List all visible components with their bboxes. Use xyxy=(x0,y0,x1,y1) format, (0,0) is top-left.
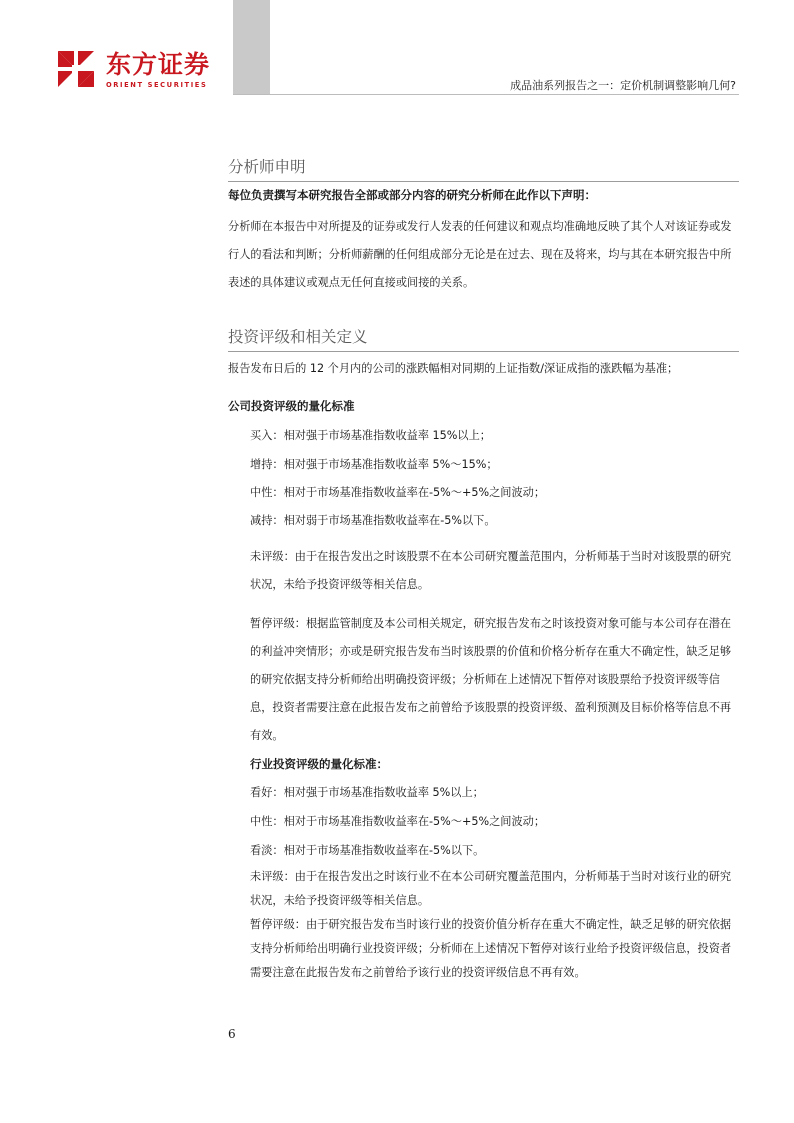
industry-unrated-definition: 未评级：由于在报告发出之时该行业不在本公司研究覆盖范围内，分析师基于当时对该行业的研究状况，未给予投资评级等相关信息。 xyxy=(250,870,732,907)
rating-intro: 报告发布日后的 12 个月内的公司的涨跌幅相对同期的上证指数/深证成指的涨跌幅为基准； xyxy=(228,362,679,375)
company-rating-overweight: 增持：相对强于市场基准指数收益率 5%～15%； xyxy=(250,458,498,471)
header-divider xyxy=(233,94,739,95)
company-rating-neutral: 中性：相对于市场基准指数收益率在-5%～+5%之间波动； xyxy=(250,486,546,499)
header-gray-bar xyxy=(233,0,270,95)
logo-english-text: ORIENT SECURITIES xyxy=(106,81,208,89)
industry-rating-positive: 看好：相对强于市场基准指数收益率 5%以上； xyxy=(250,786,484,799)
orient-logo-icon xyxy=(55,48,97,90)
logo-chinese-text: 东方证券 xyxy=(106,50,211,79)
company-unrated-definition: 未评级：由于在报告发出之时该股票不在本公司研究覆盖范围内，分析师基于当时对该股票的研究状况，未给予投资评级等相关信息。 xyxy=(250,550,732,591)
company-suspended-definition: 暂停评级：根据监管制度及本公司相关规定，研究报告发布之时该投资对象可能与本公司存在潜在的利益冲突情形；亦或是研究报告发布当时该股票的价值和价格分析存在重大不确定性，缺乏足够的研究依据支持分析师给出明确投资评级；分析师在上述情况下暂停对该股票给予投资评级等信息，投资者需要注意在此报告发布之前曾给予该股票的投资评级、盈利预测及目标价格等信息不再有效。 xyxy=(250,617,732,742)
company-rating-underweight: 减持：相对弱于市场基准指数收益率在-5%以下。 xyxy=(250,514,496,527)
industry-rating-title: 行业投资评级的量化标准： xyxy=(250,757,388,771)
company-rating-buy: 买入：相对强于市场基准指数收益率 15%以上； xyxy=(250,429,491,442)
rating-heading: 投资评级和相关定义 xyxy=(228,325,739,352)
analyst-declaration-body: 分析师在本报告中对所提及的证券或发行人发表的任何建议和观点均准确地反映了其个人对该证券或发行人的看法和判断；分析师薪酬的任何组成部分无论是在过去、现在及将来，均与其在本研究报告中所表述的具体建议或观点无任何直接或间接的关系。 xyxy=(228,220,732,289)
analyst-declaration-bold: 每位负责撰写本研究报告全部或部分内容的研究分析师在此作以下声明： xyxy=(228,188,596,202)
company-rating-title: 公司投资评级的量化标准 xyxy=(228,399,355,413)
analyst-heading: 分析师申明 xyxy=(228,155,739,182)
report-title: 成品油系列报告之一：定价机制调整影响几何? xyxy=(510,79,736,92)
industry-rating-negative: 看淡：相对于市场基准指数收益率在-5%以下。 xyxy=(250,844,485,857)
industry-suspended-definition: 暂停评级：由于研究报告发布当时该行业的投资价值分析存在重大不确定性，缺乏足够的研究依据支持分析师给出明确行业投资评级；分析师在上述情况下暂停对该行业给予投资评级信息，投资者需要注意在此报告发布之前曾给予该行业的投资评级信息不再有效。 xyxy=(250,918,732,979)
page-number: 6 xyxy=(228,1027,236,1041)
company-logo xyxy=(55,48,225,96)
industry-rating-neutral: 中性：相对于市场基准指数收益率在-5%～+5%之间波动； xyxy=(250,815,546,828)
